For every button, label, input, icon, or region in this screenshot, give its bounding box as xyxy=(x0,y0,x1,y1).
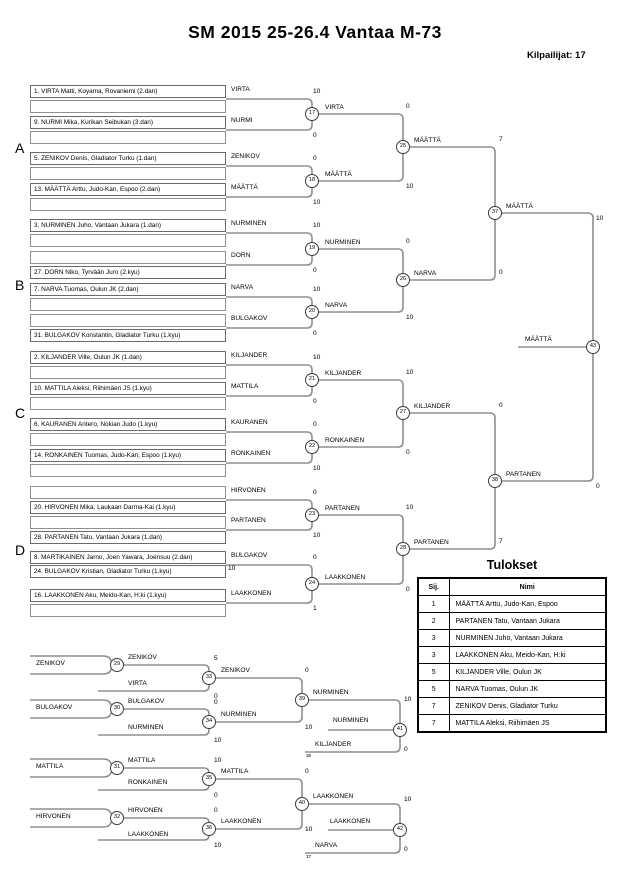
winner-m43-final: MÄÄTTÄ xyxy=(525,336,552,343)
table-row xyxy=(418,664,606,681)
score-m18-bottom: 10 xyxy=(313,199,321,206)
score-m23-top: 0 xyxy=(313,489,317,496)
label-nurmi: NURMI xyxy=(231,117,253,124)
score-m27-top: 10 xyxy=(406,369,414,376)
label-ronkainen: RONKAINEN xyxy=(231,450,271,457)
rep-entry-hirvonen: HIRVONEN xyxy=(36,813,71,820)
score-m24-bottom: 1 xyxy=(313,605,317,612)
score-m24-top: 0 xyxy=(313,554,317,561)
score-m22-bottom: 10 xyxy=(313,465,321,472)
box-maatta: 13. MÄÄTTÄ Arttu, Judo-Kan, Espoo (2.dan) xyxy=(30,183,226,196)
match-number-20: 20 xyxy=(308,308,316,314)
table-row xyxy=(418,681,606,698)
winner-m34: NURMINEN xyxy=(221,711,257,718)
result-rank: 3 xyxy=(418,630,449,647)
empty-slot xyxy=(30,298,226,311)
label-kauranen: KAURANEN xyxy=(231,419,268,426)
box-hirvonen: 20. HIRVONEN Mika, Laukaan Darma-Kai (1.kyu) xyxy=(30,501,226,514)
match-number-32: 32 xyxy=(113,814,121,820)
winner-m41-bronze: NURMINEN xyxy=(333,717,369,724)
match-number-19: 19 xyxy=(308,245,316,251)
match-number-25: 25 xyxy=(399,143,407,149)
source-match-m41: 38 xyxy=(306,753,312,758)
score-m27-out: 0 xyxy=(499,402,503,409)
match-number-41: 41 xyxy=(396,726,404,732)
result-name: NURMINEN Juho, Vantaan Jukara xyxy=(449,630,606,647)
score-m26-bottom: 10 xyxy=(406,314,414,321)
winner-m31: MATTILA xyxy=(128,757,156,764)
result-name: PARTANEN Tatu, Vantaan Jukara xyxy=(449,613,606,630)
score-m28-top: 10 xyxy=(406,504,414,511)
score-m27-bottom: 0 xyxy=(406,449,410,456)
winner-m33: ZENIKOV xyxy=(221,667,250,674)
score-prelim-bulgakov: 10 xyxy=(228,565,236,572)
empty-slot xyxy=(30,198,226,211)
label-laakkonen: LAAKKONEN xyxy=(231,590,272,597)
match-number-30: 30 xyxy=(113,705,121,711)
score-m42-bottom: 0 xyxy=(404,846,408,853)
score-m39-out: 10 xyxy=(404,696,412,703)
empty-slot xyxy=(30,433,226,446)
match-number-39: 39 xyxy=(298,696,306,702)
winner-m42-bronze: LAAKKONEN xyxy=(330,818,371,825)
score-m33-top: 5 xyxy=(214,655,218,662)
table-row xyxy=(418,596,606,613)
match-number-34: 34 xyxy=(205,718,213,724)
match-number-28: 28 xyxy=(399,545,407,551)
winner-m36: LAAKKONEN xyxy=(221,818,262,825)
winner-m27: KILJANDER xyxy=(414,403,451,410)
label-zenikov: ZENIKOV xyxy=(231,153,260,160)
label-kiljander: KILJANDER xyxy=(231,352,268,359)
match-number-29: 29 xyxy=(113,661,121,667)
box-partanen: 28. PARTANEN Tatu, Vantaan Jukara (1.dan) xyxy=(30,531,226,544)
score-m39-top: 0 xyxy=(305,667,309,674)
winner-m38: PARTANEN xyxy=(506,471,541,478)
box-kauranen: 6. KAURANEN Antero, Nokian Judo (1.kyu) xyxy=(30,418,226,431)
score-m21-top: 10 xyxy=(313,354,321,361)
rep-dropin-virta: VIRTA xyxy=(128,680,147,687)
score-m39-bottom: 10 xyxy=(305,724,313,731)
match-number-35: 35 xyxy=(205,775,213,781)
match-number-37: 37 xyxy=(491,209,499,215)
match-number-31: 31 xyxy=(113,764,121,770)
result-rank: 7 xyxy=(418,698,449,715)
rep-dropin-laakkonen: LAAKKONEN xyxy=(128,831,169,838)
empty-slot xyxy=(30,314,226,327)
winner-m21: KILJANDER xyxy=(325,370,362,377)
winner-m39: NURMINEN xyxy=(313,689,349,696)
winner-m23: PARTANEN xyxy=(325,505,360,512)
winner-m17: VIRTA xyxy=(325,104,344,111)
match-number-17: 17 xyxy=(308,110,316,116)
empty-slot xyxy=(30,604,226,617)
score-m41-bottom: 0 xyxy=(404,746,408,753)
section-label-d: D xyxy=(15,542,26,558)
source-match-m42: 37 xyxy=(306,854,312,859)
box-nurmi: 9. NURMI Mika, Kurikan Seibukan (3.dan) xyxy=(30,116,226,129)
empty-slot xyxy=(30,167,226,180)
match-number-27: 27 xyxy=(399,409,407,415)
score-m19-top: 10 xyxy=(313,222,321,229)
empty-slot xyxy=(30,464,226,477)
empty-slot xyxy=(30,397,226,410)
winner-m37: MÄÄTTÄ xyxy=(506,203,533,210)
results-header-name: Nimi xyxy=(449,578,606,596)
match-number-22: 22 xyxy=(308,443,316,449)
rep-dropin-narva: NARVA xyxy=(315,842,338,849)
result-rank: 3 xyxy=(418,647,449,664)
match-number-23: 23 xyxy=(308,511,316,517)
score-m22-top: 0 xyxy=(313,421,317,428)
results-title: Tulokset xyxy=(486,558,538,572)
empty-slot xyxy=(30,234,226,247)
label-virta: VIRTA xyxy=(231,86,250,93)
score-m36-bottom: 10 xyxy=(214,842,222,849)
score-m23-bottom: 10 xyxy=(313,532,321,539)
score-m40-top: 0 xyxy=(305,768,309,775)
score-m17-top: 10 xyxy=(313,88,321,95)
winner-m29: ZENIKOV xyxy=(128,654,157,661)
match-number-40: 40 xyxy=(298,800,306,806)
winner-m35: MATTILA xyxy=(221,768,249,775)
score-m25-bottom: 10 xyxy=(406,183,414,190)
score-m17-bottom: 0 xyxy=(313,132,317,139)
result-name: ZENIKOV Denis, Gladiator Turku xyxy=(449,698,606,715)
table-row xyxy=(418,698,606,715)
result-name: LAAKKONEN Aku, Meido-Kan, H:ki xyxy=(449,647,606,664)
rep-entry-bulgakov: BULGAKOV xyxy=(36,704,73,711)
label-maatta: MÄÄTTÄ xyxy=(231,184,258,191)
box-mattila: 10. MATTILA Aleksi, Riihimäen JS (1.kyu) xyxy=(30,382,226,395)
empty-slot xyxy=(30,516,226,529)
result-rank: 7 xyxy=(418,715,449,733)
empty-slot xyxy=(30,366,226,379)
section-label-a: A xyxy=(15,140,25,156)
score-m26-out: 0 xyxy=(499,269,503,276)
result-rank: 2 xyxy=(418,613,449,630)
score-m34-bottom: 10 xyxy=(214,737,222,744)
score-m35-top: 10 xyxy=(214,757,222,764)
match-number-38: 38 xyxy=(491,477,499,483)
result-name: MÄÄTTÄ Arttu, Judo-Kan, Espoo xyxy=(449,596,606,613)
score-m19-bottom: 0 xyxy=(313,267,317,274)
empty-slot xyxy=(30,131,226,144)
winner-m20: NARVA xyxy=(325,302,348,309)
rep-dropin-nurminen: NURMINEN xyxy=(128,724,164,731)
winner-m28: PARTANEN xyxy=(414,539,449,546)
match-number-26: 26 xyxy=(399,276,407,282)
score-m40-bottom: 10 xyxy=(305,826,313,833)
match-number-18: 18 xyxy=(308,177,316,183)
box-martikainen: 8. MARTIKAINEN Jarno, Joen Yawara, Joensuu (2.dan) xyxy=(30,551,226,564)
page-title: SM 2015 25-26.4 Vantaa M-73 xyxy=(188,22,442,42)
winner-m18: MÄÄTTÄ xyxy=(325,171,352,178)
match-number-43: 43 xyxy=(589,343,597,349)
score-m21-bottom: 0 xyxy=(313,398,317,405)
match-number-21: 21 xyxy=(308,376,316,382)
box-ronkainen: 14. RONKAINEN Tuomas, Judo-Kan, Espoo (1.kyu) xyxy=(30,449,226,462)
label-nurminen: NURMINEN xyxy=(231,220,267,227)
table-row xyxy=(418,647,606,664)
score-m25-out: 7 xyxy=(499,136,503,143)
rep-entry-zenikov: ZENIKOV xyxy=(36,660,65,667)
result-rank: 5 xyxy=(418,681,449,698)
winner-m19: NURMINEN xyxy=(325,239,361,246)
box-nurminen: 3. NURMINEN Juho, Vantaan Jukara (1.dan) xyxy=(30,219,226,232)
winner-m22: RONKAINEN xyxy=(325,437,365,444)
box-kiljander: 2. KILJANDER Ville, Oulun JK (1.dan) xyxy=(30,351,226,364)
table-row xyxy=(418,715,606,733)
result-rank: 1 xyxy=(418,596,449,613)
score-m28-out: 7 xyxy=(499,538,503,545)
score-m28-bottom: 0 xyxy=(406,586,410,593)
winner-m24: LAAKKONEN xyxy=(325,574,366,581)
box-bulgakov-kristian: 24. BULGAKOV Kristian, Gladiator Turku (1.kyu) xyxy=(30,565,226,578)
score-m38-out: 0 xyxy=(596,483,600,490)
box-zenikov: 5. ZENIKOV Denis, Gladiator Turku (1.dan) xyxy=(30,152,226,165)
label-bulgakov-k: BULGAKOV xyxy=(231,315,268,322)
result-rank: 5 xyxy=(418,664,449,681)
winner-m26: NARVA xyxy=(414,270,437,277)
score-m18-top: 0 xyxy=(313,155,317,162)
label-mattila: MATTILA xyxy=(231,383,259,390)
box-virta: 1. VIRTA Matti, Koyama, Rovaniemi (2.dan) xyxy=(30,85,226,98)
score-m20-bottom: 0 xyxy=(313,330,317,337)
match-number-42: 42 xyxy=(396,826,404,832)
label-bulgakov-kr: BULGAKOV xyxy=(231,552,268,559)
score-m34-top: 0 xyxy=(214,699,218,706)
box-laakkonen: 16. LAAKKONEN Aku, Meido-Kan, H:ki (1.kyu) xyxy=(30,589,226,602)
section-label-c: C xyxy=(15,405,26,421)
score-m40-out: 10 xyxy=(404,796,412,803)
score-m25-top: 0 xyxy=(406,103,410,110)
label-dorn: DORN xyxy=(231,252,251,259)
section-label-b: B xyxy=(15,277,25,293)
rep-entry-mattila: MATTILA xyxy=(36,763,64,770)
score-m37-out: 10 xyxy=(596,215,604,222)
box-bulgakov-konstantin: 31. BULGAKOV Konstantin, Gladiator Turku (1.kyu) xyxy=(30,329,226,342)
table-row xyxy=(418,613,606,630)
match-number-24: 24 xyxy=(308,580,316,586)
score-m20-top: 10 xyxy=(313,286,321,293)
score-m33-bottom: 0 xyxy=(214,693,218,700)
match-number-33: 33 xyxy=(205,674,213,680)
results-table xyxy=(417,577,607,733)
result-name: MATTILA Aleksi, Riihimäen JS xyxy=(449,715,606,733)
match-number-36: 36 xyxy=(205,825,213,831)
result-name: KILJANDER Ville, Oulun JK xyxy=(449,664,606,681)
box-dorn: 27. DORN Niko, Tyrvään Juro (2.kyu) xyxy=(30,266,226,279)
results-header-row xyxy=(418,578,606,596)
empty-slot xyxy=(30,486,226,499)
winner-m25: MÄÄTTÄ xyxy=(414,137,441,144)
box-narva: 7. NARVA Tuomas, Oulun JK (2.dan) xyxy=(30,283,226,296)
rep-dropin-kiljander: KILJANDER xyxy=(315,741,352,748)
label-narva: NARVA xyxy=(231,284,254,291)
results-panel xyxy=(417,558,607,733)
winner-m40: LAAKKONEN xyxy=(313,793,354,800)
winner-m32: HIRVONEN xyxy=(128,807,163,814)
empty-slot xyxy=(30,100,226,113)
label-hirvonen: HIRVONEN xyxy=(231,487,266,494)
table-row xyxy=(418,630,606,647)
rep-dropin-ronkainen: RONKAINEN xyxy=(128,779,168,786)
result-name: NARVA Tuomas, Oulun JK xyxy=(449,681,606,698)
competitors-count: Kilpailijat: 17 xyxy=(527,50,586,61)
score-m35-bottom: 0 xyxy=(214,792,218,799)
winner-m30: BULGAKOV xyxy=(128,698,165,705)
empty-slot xyxy=(30,251,226,264)
score-m26-top: 0 xyxy=(406,238,410,245)
score-m36-top: 0 xyxy=(214,807,218,814)
label-partanen: PARTANEN xyxy=(231,517,266,524)
results-header-rank: Sij. xyxy=(418,578,449,596)
